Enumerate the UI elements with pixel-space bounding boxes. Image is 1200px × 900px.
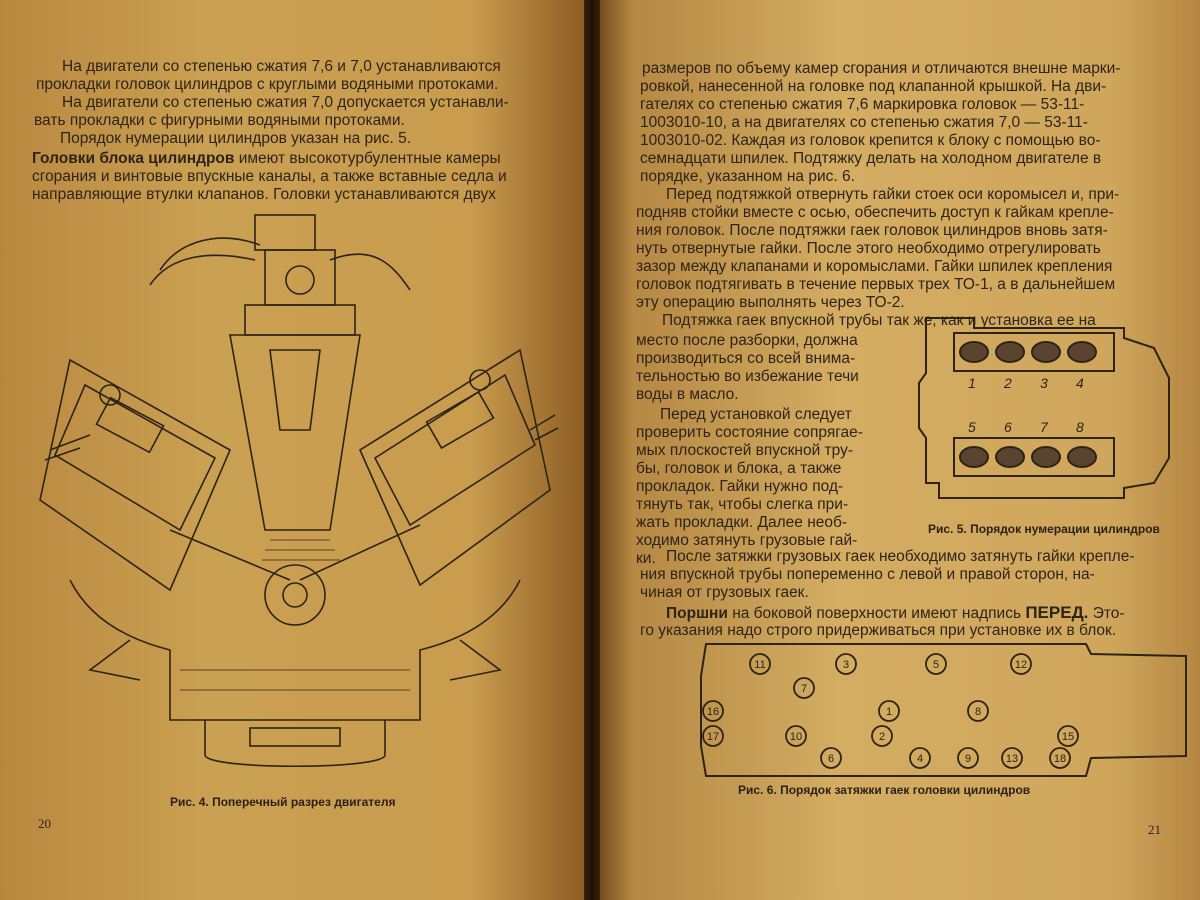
cylinder-number: 4 [1076, 375, 1084, 391]
text-line: нуть отвернутые гайки. После этого необходимо отрегулировать [636, 240, 1101, 257]
text-line: тянуть так, чтобы слегка при- [636, 496, 849, 513]
cylinder-number: 8 [1076, 419, 1084, 435]
text-line: 1003010-02. Каждая из головок крепится к блоку с помощью во- [640, 132, 1101, 149]
cylinder-bore [960, 342, 988, 362]
cylinder-number: 5 [968, 419, 976, 435]
text-line [32, 150, 501, 168]
figure-5-caption: Рис. 5. Порядок нумерации цилиндров [928, 522, 1160, 536]
cylinder-bore [1032, 342, 1060, 362]
text-line: мых плоскостей впускной тру- [636, 442, 854, 459]
text-line: го указания надо строго придерживаться при установке их в блок. [640, 622, 1117, 639]
pistons-term: Поршни [666, 605, 728, 622]
text-line: воды в масло. [636, 386, 739, 403]
text-line: На двигатели со степенью сжатия 7,6 и 7,0 устанавливаются [62, 58, 501, 75]
text-line: эту операцию выполнять через ТО-2. [636, 294, 905, 311]
bolt-tightening-order-figure [696, 636, 1196, 786]
text-line: жать прокладки. Далее необ- [636, 514, 848, 531]
bolt-number: 11 [754, 659, 766, 671]
cylinder-bore [1032, 447, 1060, 467]
cylinder-bore [960, 447, 988, 467]
cylinder-bore [1068, 342, 1096, 362]
bolt-number: 5 [932, 659, 940, 671]
bolt-number: 7 [800, 683, 808, 695]
cylinder-head-outline [701, 644, 1186, 776]
text-line: ки. [636, 550, 656, 567]
figure-4-caption: Рис. 4. Поперечный разрез двигателя [170, 795, 396, 809]
text-line: семнадцати шпилек. Подтяжку делать на холодном двигателе в [640, 150, 1102, 167]
bolt-circles [703, 654, 1078, 768]
bolt-number: 12 [1014, 659, 1028, 671]
bottom-cylinder-bank [960, 447, 1096, 467]
text-line: бы, головок и блока, а также [636, 460, 842, 477]
page-number-right: 21 [1148, 822, 1161, 837]
heads-rest: имеют высокотурбулентные камеры [234, 150, 501, 167]
cylinder-number: 1 [968, 375, 976, 391]
figure-6-caption: Рис. 6. Порядок затяжки гаек головки цилиндров [738, 783, 1031, 797]
engine-cross-section-figure [30, 200, 560, 780]
text-line: вать прокладки с фигурными водяными протоками. [34, 112, 405, 129]
text-line: ходимо затянуть грузовые гай- [636, 532, 858, 549]
cylinder-number: 7 [1040, 419, 1048, 435]
cylinder-number: 3 [1040, 375, 1048, 391]
text-line [666, 604, 1125, 623]
left-page [0, 0, 590, 900]
bolt-number: 9 [964, 753, 972, 765]
text-line: головок подтягивать в течение первых трех ТО-1, а в дальнейшем [636, 276, 1116, 293]
text-line: направляющие втулки клапанов. Головки устанавливаются двух [32, 186, 496, 203]
text-line: чиная от грузовых гаек. [640, 584, 809, 601]
right-page [596, 0, 1200, 900]
bolt-number: 17 [706, 731, 720, 743]
text-line: проверить состояние сопрягае- [636, 424, 863, 441]
cylinder-numbering-figure [914, 308, 1184, 518]
pistons-word: ПЕРЕД. [1025, 603, 1089, 622]
text-line: место после разборки, должна [636, 332, 858, 349]
text-line: После затяжки грузовых гаек необходимо затянуть гайки крепле- [666, 548, 1135, 565]
text-line: Порядок нумерации цилиндров указан на рис. 5. [60, 130, 412, 147]
cylinder-bore [1068, 447, 1096, 467]
text-line: Перед установкой следует [660, 406, 852, 423]
bolt-number: 3 [842, 659, 850, 671]
text-line: ния впускной трубы попеременно с левой и правой сторон, на- [640, 566, 1095, 583]
bolt-number: 15 [1061, 731, 1075, 743]
page-number-left: 20 [38, 816, 51, 831]
bolt-number: 13 [1005, 753, 1019, 765]
text-line: На двигатели со степенью сжатия 7,0 допускается устанавли- [62, 94, 509, 111]
pistons-tail: Это- [1088, 605, 1125, 622]
bolt-number: 16 [706, 706, 720, 718]
bolt-number: 1 [885, 706, 893, 718]
top-cylinder-bank [960, 342, 1096, 362]
text-line: Подтяжка гаек впускной трубы так же, как и установка ее на [662, 312, 1096, 329]
bolt-number: 4 [916, 753, 924, 765]
bolt-number: 8 [974, 706, 982, 718]
text-line: прокладки головок цилиндров с круглыми водяными протоками. [36, 76, 499, 93]
cylinder-number: 6 [1004, 419, 1012, 435]
text-line: сгорания и винтовые впускные каналы, а также вставные седла и [32, 168, 507, 185]
bolt-number: 2 [878, 731, 886, 743]
bolt-number: 6 [827, 753, 835, 765]
text-line: производиться со всей внима- [636, 350, 856, 367]
text-line: тельностью во избежание течи [636, 368, 859, 385]
book-gutter [584, 0, 600, 900]
cylinder-bore [996, 342, 1024, 362]
cylinder-bore [996, 447, 1024, 467]
text-line: подняв стойки вместе с осью, обеспечить доступ к гайкам крепле- [636, 204, 1114, 221]
text-line: 1003010-10, а на двигателях со степенью сжатия 7,0 — 53-11- [640, 114, 1088, 131]
text-line: Перед подтяжкой отвернуть гайки стоек оси коромысел и, при- [666, 186, 1120, 203]
text-line: прокладок. Гайки нужно под- [636, 478, 844, 495]
cylinder-number: 2 [1004, 375, 1012, 391]
text-line: зазор между клапанами и коромыслами. Гайки шпилек крепления [636, 258, 1113, 275]
text-line: размеров по объему камер сгорания и отличаются внешне марки- [642, 60, 1121, 77]
text-line: порядке, указанном на рис. 6. [640, 168, 855, 185]
bolt-number: 10 [789, 731, 803, 743]
text-line: гателях со степенью сжатия 7,6 маркировка головок — 53-11- [640, 96, 1085, 113]
text-line: ровкой, нанесенной на головке под клапанной крышкой. На дви- [640, 78, 1107, 95]
bolt-number: 18 [1053, 753, 1067, 765]
heads-term: Головки блока цилиндров [32, 150, 235, 167]
text-line: ния головок. После подтяжки гаек головок цилиндров вновь затя- [636, 222, 1108, 239]
pistons-rest: на боковой поверхности имеют надпись [727, 605, 1026, 622]
